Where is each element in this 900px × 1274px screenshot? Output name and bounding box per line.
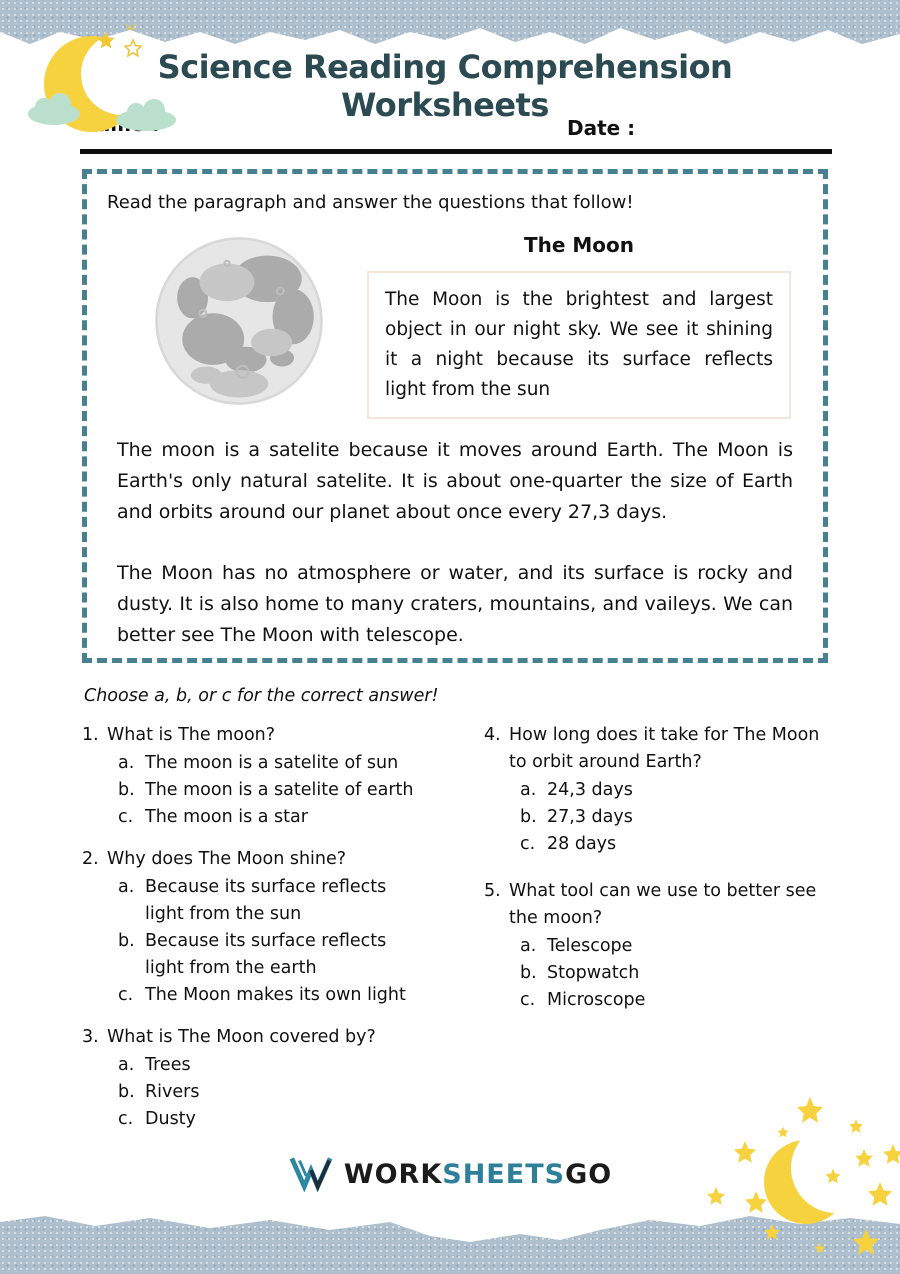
question-2 <box>82 846 480 1009</box>
option-5b: b. Stopwatch <box>520 963 640 983</box>
question-text: Why does The Moon shine? <box>107 849 347 869</box>
question-number: 2. <box>82 849 99 869</box>
option-2c: c. The Moon makes its own light <box>118 985 406 1005</box>
question-number: 5. <box>484 881 501 901</box>
star-outline-icon <box>126 24 136 30</box>
option-4a: a. 24,3 days <box>520 780 633 800</box>
question-number: 1. <box>82 725 99 745</box>
logo-text: WORKSHEETSGO <box>343 1158 613 1190</box>
question-text: How long does it take for The Moon to orbit around Earth? <box>509 725 820 772</box>
question-text: What is The Moon covered by? <box>107 1027 376 1047</box>
page-title: Science Reading Comprehension Worksheets <box>157 48 733 124</box>
question-text: What is The moon? <box>107 725 276 745</box>
date-label: Date : <box>567 116 636 140</box>
option-4b: b. 27,3 days <box>520 807 633 827</box>
question-number: 3. <box>82 1027 99 1047</box>
passage-heading: The Moon <box>523 233 635 257</box>
option-5a: a. Telescope <box>520 936 633 956</box>
option-3c: c. Dusty <box>118 1109 196 1129</box>
passage-box <box>82 169 828 663</box>
option-3a: a. Trees <box>118 1055 191 1075</box>
passage-paragraph-2: The moon is a satelite because it moves around Earth. The Moon is Earth's only natural satelite. It is about one-quarter the size of Earth and orbits around our planet about once every 27,3 days. <box>117 439 793 523</box>
question-text: What tool can we use to better see the moon? <box>509 881 817 928</box>
questions-instruction: Choose a, b, or c for the correct answer! <box>84 686 439 706</box>
full-moon-illustration <box>153 229 325 413</box>
option-3b: b. Rivers <box>118 1082 200 1102</box>
logo-w-icon <box>288 1156 334 1192</box>
option-1c: c. The moon is a star <box>118 807 308 827</box>
footer-moon-stars-decoration <box>688 1084 900 1274</box>
option-1b: b. The moon is a satelite of earth <box>118 780 414 800</box>
question-3 <box>82 1024 480 1133</box>
questions-left-column <box>82 722 480 1148</box>
questions-right-column <box>484 722 890 1029</box>
question-5 <box>484 878 890 1014</box>
passage-instruction: Read the paragraph and answer the questions that follow! <box>107 192 634 213</box>
passage-intro-box: The Moon is the brightest and largest object in our night sky. We see it shining it a night because its surface reflects light from the sun <box>367 271 791 419</box>
option-2b: b. Because its surface reflects light from the earth <box>118 931 387 978</box>
option-2a: a. Because its surface reflects light from the sun <box>118 877 387 924</box>
passage-paragraph-3: The Moon has no atmosphere or water, and its surface is rocky and dusty. It is also home to many craters, mountains, and vaileys. We can better see The Moon with telescope. <box>117 562 793 646</box>
option-5c: c. Microscope <box>520 990 646 1010</box>
question-1 <box>82 722 480 831</box>
question-4 <box>484 722 890 858</box>
option-4c: c. 28 days <box>520 834 617 854</box>
header-divider <box>80 149 832 154</box>
question-number: 4. <box>484 725 501 745</box>
crescent-moon-icon <box>764 1140 848 1224</box>
option-1a: a. The moon is a satelite of sun <box>118 753 399 773</box>
